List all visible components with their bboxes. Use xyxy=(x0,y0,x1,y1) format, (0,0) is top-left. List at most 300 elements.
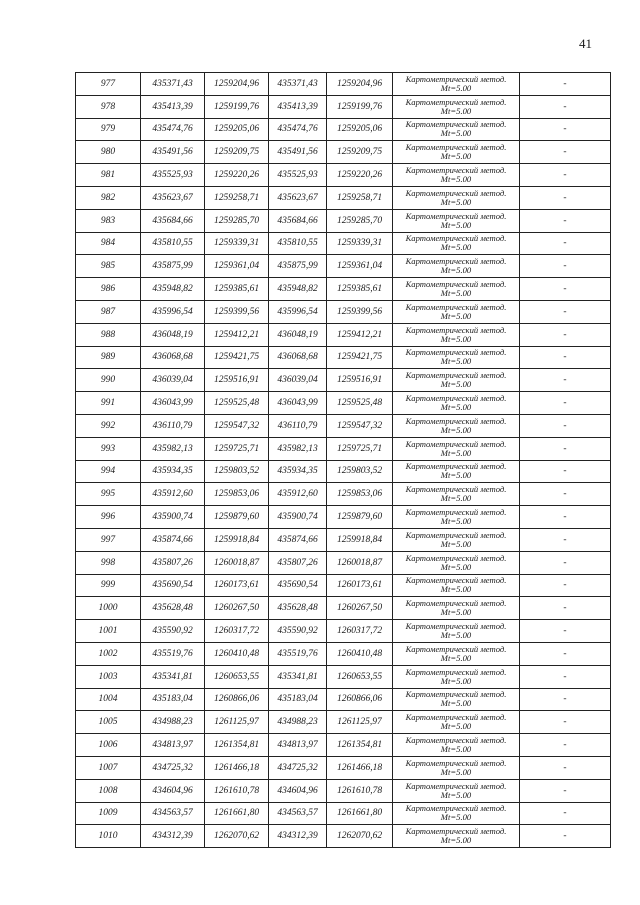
table-row xyxy=(76,300,611,323)
table-row xyxy=(76,346,611,369)
table-row xyxy=(76,825,611,848)
point-number-cell: 1007 xyxy=(76,756,141,779)
x-coordinate-cell: 435912,60 xyxy=(141,483,205,506)
point-number-cell: 991 xyxy=(76,392,141,415)
method-text: Картометрический метод. xyxy=(405,210,507,221)
method-cell xyxy=(393,802,520,825)
note-cell: - xyxy=(520,642,611,665)
method-cell xyxy=(393,437,520,460)
x-coordinate-repeat-cell: 436048,19 xyxy=(269,323,327,346)
accuracy-text: Mt=5.00 xyxy=(440,561,472,572)
method-text: Картометрический метод. xyxy=(405,529,507,540)
table-row xyxy=(76,369,611,392)
method-text: Картометрический метод. xyxy=(405,621,507,632)
x-coordinate-repeat-cell: 434813,97 xyxy=(269,734,327,757)
y-coordinate-cell: 1260653,55 xyxy=(205,665,269,688)
note-cell: - xyxy=(520,711,611,734)
y-coordinate-repeat-cell: 1259258,71 xyxy=(327,186,393,209)
table-row xyxy=(76,506,611,529)
method-text: Картометрический метод. xyxy=(405,165,507,176)
x-coordinate-cell: 435982,13 xyxy=(141,437,205,460)
x-coordinate-cell: 435934,35 xyxy=(141,460,205,483)
table-row xyxy=(76,597,611,620)
accuracy-text: Mt=5.00 xyxy=(440,288,472,299)
point-number-cell: 986 xyxy=(76,278,141,301)
point-number-cell: 1009 xyxy=(76,802,141,825)
note-cell: - xyxy=(520,620,611,643)
x-coordinate-cell: 436043,99 xyxy=(141,392,205,415)
method-text: Картометрический метод. xyxy=(405,484,507,495)
method-cell xyxy=(393,756,520,779)
x-coordinate-cell: 434312,39 xyxy=(141,825,205,848)
method-text: Картометрический метод. xyxy=(405,279,507,290)
method-cell xyxy=(393,186,520,209)
accuracy-text: Mt=5.00 xyxy=(440,105,472,116)
note-cell: - xyxy=(520,209,611,232)
x-coordinate-cell: 435519,76 xyxy=(141,642,205,665)
note-cell: - xyxy=(520,323,611,346)
x-coordinate-repeat-cell: 436043,99 xyxy=(269,392,327,415)
accuracy-text: Mt=5.00 xyxy=(440,607,472,618)
y-coordinate-repeat-cell: 1259803,52 xyxy=(327,460,393,483)
table-row xyxy=(76,551,611,574)
x-coordinate-repeat-cell: 435982,13 xyxy=(269,437,327,460)
note-cell: - xyxy=(520,346,611,369)
y-coordinate-repeat-cell: 1259879,60 xyxy=(327,506,393,529)
method-text: Картометрический метод. xyxy=(405,187,507,198)
accuracy-text: Mt=5.00 xyxy=(440,265,472,276)
y-coordinate-cell: 1260410,48 xyxy=(205,642,269,665)
x-coordinate-cell: 434813,97 xyxy=(141,734,205,757)
y-coordinate-repeat-cell: 1261466,18 xyxy=(327,756,393,779)
method-cell xyxy=(393,164,520,187)
method-cell xyxy=(393,597,520,620)
note-cell: - xyxy=(520,688,611,711)
x-coordinate-repeat-cell: 435875,99 xyxy=(269,255,327,278)
point-number-cell: 1000 xyxy=(76,597,141,620)
method-cell xyxy=(393,642,520,665)
y-coordinate-repeat-cell: 1259199,76 xyxy=(327,95,393,118)
point-number-cell: 990 xyxy=(76,369,141,392)
x-coordinate-cell: 435900,74 xyxy=(141,506,205,529)
y-coordinate-cell: 1261354,81 xyxy=(205,734,269,757)
method-text: Картометрический метод. xyxy=(405,142,507,153)
method-text: Картометрический метод. xyxy=(405,735,507,745)
y-coordinate-repeat-cell: 1261610,78 xyxy=(327,779,393,802)
method-cell xyxy=(393,528,520,551)
method-cell xyxy=(393,620,520,643)
table-row xyxy=(76,688,611,711)
coordinates-table xyxy=(75,72,611,848)
table-row xyxy=(76,141,611,164)
method-text: Картометрический метод. xyxy=(405,757,507,768)
x-coordinate-repeat-cell: 435900,74 xyxy=(269,506,327,529)
accuracy-text: Mt=5.00 xyxy=(440,812,472,823)
note-cell: - xyxy=(520,164,611,187)
accuracy-text: Mt=5.00 xyxy=(440,219,472,230)
method-cell xyxy=(393,118,520,141)
method-text: Картометрический метод. xyxy=(405,301,507,312)
x-coordinate-repeat-cell: 435341,81 xyxy=(269,665,327,688)
y-coordinate-repeat-cell: 1260866,06 xyxy=(327,688,393,711)
point-number-cell: 998 xyxy=(76,551,141,574)
table-row xyxy=(76,73,611,96)
x-coordinate-cell: 435690,54 xyxy=(141,574,205,597)
x-coordinate-repeat-cell: 435996,54 xyxy=(269,300,327,323)
y-coordinate-cell: 1259421,75 xyxy=(205,346,269,369)
method-text: Картометрический метод. xyxy=(405,347,507,358)
y-coordinate-cell: 1259525,48 xyxy=(205,392,269,415)
y-coordinate-cell: 1259220,26 xyxy=(205,164,269,187)
y-coordinate-cell: 1261610,78 xyxy=(205,779,269,802)
y-coordinate-cell: 1259258,71 xyxy=(205,186,269,209)
y-coordinate-cell: 1259339,31 xyxy=(205,232,269,255)
table-row xyxy=(76,734,611,757)
method-cell xyxy=(393,574,520,597)
method-cell xyxy=(393,483,520,506)
table-row xyxy=(76,642,611,665)
note-cell: - xyxy=(520,779,611,802)
table-row xyxy=(76,323,611,346)
note-cell: - xyxy=(520,437,611,460)
y-coordinate-repeat-cell: 1260410,48 xyxy=(327,642,393,665)
method-cell xyxy=(393,369,520,392)
y-coordinate-repeat-cell: 1259725,71 xyxy=(327,437,393,460)
method-text: Картометрический метод. xyxy=(405,643,507,654)
method-cell xyxy=(393,688,520,711)
accuracy-text: Mt=5.00 xyxy=(440,333,472,344)
x-coordinate-repeat-cell: 435491,56 xyxy=(269,141,327,164)
accuracy-text: Mt=5.00 xyxy=(440,196,472,207)
x-coordinate-cell: 436048,19 xyxy=(141,323,205,346)
method-text: Картометрический метод. xyxy=(405,803,507,814)
x-coordinate-cell: 434725,32 xyxy=(141,756,205,779)
x-coordinate-repeat-cell: 434563,57 xyxy=(269,802,327,825)
table-row xyxy=(76,483,611,506)
accuracy-text: Mt=5.00 xyxy=(440,242,472,253)
y-coordinate-cell: 1262070,62 xyxy=(205,825,269,848)
y-coordinate-cell: 1259285,70 xyxy=(205,209,269,232)
table-row xyxy=(76,414,611,437)
y-coordinate-repeat-cell: 1259204,96 xyxy=(327,73,393,96)
accuracy-text: Mt=5.00 xyxy=(440,721,472,732)
table-row xyxy=(76,209,611,232)
note-cell: - xyxy=(520,460,611,483)
method-cell xyxy=(393,95,520,118)
x-coordinate-cell: 435628,48 xyxy=(141,597,205,620)
table-row xyxy=(76,186,611,209)
x-coordinate-repeat-cell: 434725,32 xyxy=(269,756,327,779)
method-text: Картометрический метод. xyxy=(405,666,507,677)
y-coordinate-repeat-cell: 1260317,72 xyxy=(327,620,393,643)
x-coordinate-cell: 435525,93 xyxy=(141,164,205,187)
x-coordinate-cell: 434604,96 xyxy=(141,779,205,802)
method-text: Картометрический метод. xyxy=(405,393,507,404)
y-coordinate-cell: 1259547,32 xyxy=(205,414,269,437)
x-coordinate-repeat-cell: 435690,54 xyxy=(269,574,327,597)
x-coordinate-repeat-cell: 435474,76 xyxy=(269,118,327,141)
table-row xyxy=(76,802,611,825)
y-coordinate-repeat-cell: 1259285,70 xyxy=(327,209,393,232)
x-coordinate-cell: 435474,76 xyxy=(141,118,205,141)
point-number-cell: 988 xyxy=(76,323,141,346)
accuracy-text: Mt=5.00 xyxy=(440,835,472,846)
method-cell xyxy=(393,323,520,346)
point-number-cell: 999 xyxy=(76,574,141,597)
method-cell xyxy=(393,665,520,688)
y-coordinate-cell: 1261661,80 xyxy=(205,802,269,825)
y-coordinate-repeat-cell: 1259421,75 xyxy=(327,346,393,369)
accuracy-text: Mt=5.00 xyxy=(440,82,472,93)
note-cell: - xyxy=(520,141,611,164)
x-coordinate-cell: 435874,66 xyxy=(141,528,205,551)
method-text: Картометрический метод. xyxy=(405,552,507,563)
x-coordinate-cell: 435810,55 xyxy=(141,232,205,255)
method-text: Картометрический метод. xyxy=(405,233,507,244)
y-coordinate-repeat-cell: 1260267,50 xyxy=(327,597,393,620)
note-cell: - xyxy=(520,665,611,688)
y-coordinate-repeat-cell: 1260018,87 xyxy=(327,551,393,574)
y-coordinate-cell: 1259361,04 xyxy=(205,255,269,278)
y-coordinate-repeat-cell: 1259220,26 xyxy=(327,164,393,187)
point-number-cell: 982 xyxy=(76,186,141,209)
x-coordinate-cell: 435996,54 xyxy=(141,300,205,323)
y-coordinate-cell: 1259803,52 xyxy=(205,460,269,483)
note-cell: - xyxy=(520,414,611,437)
table-row xyxy=(76,437,611,460)
method-cell xyxy=(393,825,520,848)
y-coordinate-cell: 1260018,87 xyxy=(205,551,269,574)
note-cell: - xyxy=(520,802,611,825)
x-coordinate-repeat-cell: 435590,92 xyxy=(269,620,327,643)
accuracy-text: Mt=5.00 xyxy=(440,789,472,800)
method-cell xyxy=(393,255,520,278)
note-cell: - xyxy=(520,95,611,118)
x-coordinate-cell: 435371,43 xyxy=(141,73,205,96)
x-coordinate-cell: 434988,23 xyxy=(141,711,205,734)
x-coordinate-cell: 435413,39 xyxy=(141,95,205,118)
accuracy-text: Mt=5.00 xyxy=(440,698,472,709)
point-number-cell: 1004 xyxy=(76,688,141,711)
x-coordinate-repeat-cell: 435684,66 xyxy=(269,209,327,232)
table-row xyxy=(76,95,611,118)
x-coordinate-cell: 435948,82 xyxy=(141,278,205,301)
method-cell xyxy=(393,734,520,757)
accuracy-text: Mt=5.00 xyxy=(440,151,472,162)
point-number-cell: 980 xyxy=(76,141,141,164)
point-number-cell: 989 xyxy=(76,346,141,369)
page-number: 41 xyxy=(579,36,592,51)
y-coordinate-cell: 1261466,18 xyxy=(205,756,269,779)
accuracy-text: Mt=5.00 xyxy=(440,470,472,481)
y-coordinate-repeat-cell: 1259205,06 xyxy=(327,118,393,141)
accuracy-text: Mt=5.00 xyxy=(440,584,472,595)
note-cell: - xyxy=(520,597,611,620)
x-coordinate-repeat-cell: 434604,96 xyxy=(269,779,327,802)
x-coordinate-cell: 436039,04 xyxy=(141,369,205,392)
point-number-cell: 984 xyxy=(76,232,141,255)
method-cell xyxy=(393,506,520,529)
x-coordinate-repeat-cell: 435371,43 xyxy=(269,73,327,96)
accuracy-text: Mt=5.00 xyxy=(440,447,472,458)
method-text: Картометрический метод. xyxy=(405,324,507,335)
table-row xyxy=(76,232,611,255)
point-number-cell: 997 xyxy=(76,528,141,551)
table-row xyxy=(76,255,611,278)
y-coordinate-cell: 1259918,84 xyxy=(205,528,269,551)
point-number-cell: 978 xyxy=(76,95,141,118)
x-coordinate-cell: 435684,66 xyxy=(141,209,205,232)
point-number-cell: 1008 xyxy=(76,779,141,802)
table-row xyxy=(76,620,611,643)
accuracy-text: Mt=5.00 xyxy=(440,538,472,549)
method-text: Картометрический метод. xyxy=(405,598,507,609)
method-cell xyxy=(393,141,520,164)
x-coordinate-repeat-cell: 434312,39 xyxy=(269,825,327,848)
y-coordinate-cell: 1259199,76 xyxy=(205,95,269,118)
method-cell xyxy=(393,551,520,574)
x-coordinate-repeat-cell: 435525,93 xyxy=(269,164,327,187)
accuracy-text: Mt=5.00 xyxy=(440,766,472,777)
x-coordinate-cell: 436110,79 xyxy=(141,414,205,437)
method-text: Картометрический метод. xyxy=(405,712,507,723)
x-coordinate-cell: 435623,67 xyxy=(141,186,205,209)
x-coordinate-repeat-cell: 435934,35 xyxy=(269,460,327,483)
note-cell: - xyxy=(520,483,611,506)
accuracy-text: Mt=5.00 xyxy=(440,675,472,686)
point-number-cell: 1003 xyxy=(76,665,141,688)
note-cell: - xyxy=(520,756,611,779)
x-coordinate-cell: 436068,68 xyxy=(141,346,205,369)
x-coordinate-repeat-cell: 435912,60 xyxy=(269,483,327,506)
y-coordinate-repeat-cell: 1259399,56 xyxy=(327,300,393,323)
accuracy-text: Mt=5.00 xyxy=(440,402,472,413)
method-cell xyxy=(393,346,520,369)
y-coordinate-repeat-cell: 1261354,81 xyxy=(327,734,393,757)
point-number-cell: 987 xyxy=(76,300,141,323)
note-cell: - xyxy=(520,551,611,574)
y-coordinate-repeat-cell: 1259339,31 xyxy=(327,232,393,255)
note-cell: - xyxy=(520,255,611,278)
y-coordinate-cell: 1259204,96 xyxy=(205,73,269,96)
table-row xyxy=(76,574,611,597)
y-coordinate-cell: 1260173,61 xyxy=(205,574,269,597)
accuracy-text: Mt=5.00 xyxy=(440,744,472,754)
y-coordinate-repeat-cell: 1259516,91 xyxy=(327,369,393,392)
x-coordinate-repeat-cell: 435413,39 xyxy=(269,95,327,118)
method-cell xyxy=(393,209,520,232)
method-text: Картометрический метод. xyxy=(405,507,507,518)
note-cell: - xyxy=(520,300,611,323)
y-coordinate-repeat-cell: 1262070,62 xyxy=(327,825,393,848)
point-number-cell: 983 xyxy=(76,209,141,232)
x-coordinate-cell: 434563,57 xyxy=(141,802,205,825)
y-coordinate-repeat-cell: 1261661,80 xyxy=(327,802,393,825)
point-number-cell: 977 xyxy=(76,73,141,96)
x-coordinate-repeat-cell: 435519,76 xyxy=(269,642,327,665)
x-coordinate-cell: 435875,99 xyxy=(141,255,205,278)
point-number-cell: 994 xyxy=(76,460,141,483)
y-coordinate-repeat-cell: 1260653,55 xyxy=(327,665,393,688)
point-number-cell: 993 xyxy=(76,437,141,460)
note-cell: - xyxy=(520,528,611,551)
table-row xyxy=(76,118,611,141)
x-coordinate-cell: 435183,04 xyxy=(141,688,205,711)
x-coordinate-cell: 435590,92 xyxy=(141,620,205,643)
method-cell xyxy=(393,300,520,323)
accuracy-text: Mt=5.00 xyxy=(440,379,472,390)
y-coordinate-repeat-cell: 1259361,04 xyxy=(327,255,393,278)
point-number-cell: 985 xyxy=(76,255,141,278)
point-number-cell: 1002 xyxy=(76,642,141,665)
y-coordinate-cell: 1260866,06 xyxy=(205,688,269,711)
method-cell xyxy=(393,232,520,255)
note-cell: - xyxy=(520,232,611,255)
y-coordinate-repeat-cell: 1259209,75 xyxy=(327,141,393,164)
note-cell: - xyxy=(520,825,611,848)
method-cell xyxy=(393,414,520,437)
accuracy-text: Mt=5.00 xyxy=(440,652,472,663)
x-coordinate-repeat-cell: 434988,23 xyxy=(269,711,327,734)
method-cell xyxy=(393,460,520,483)
x-coordinate-repeat-cell: 435628,48 xyxy=(269,597,327,620)
point-number-cell: 981 xyxy=(76,164,141,187)
x-coordinate-repeat-cell: 435807,26 xyxy=(269,551,327,574)
y-coordinate-repeat-cell: 1261125,97 xyxy=(327,711,393,734)
y-coordinate-cell: 1259412,21 xyxy=(205,323,269,346)
point-number-cell: 979 xyxy=(76,118,141,141)
x-coordinate-repeat-cell: 435810,55 xyxy=(269,232,327,255)
note-cell: - xyxy=(520,574,611,597)
method-cell xyxy=(393,73,520,96)
point-number-cell: 1001 xyxy=(76,620,141,643)
accuracy-text: Mt=5.00 xyxy=(440,174,472,185)
y-coordinate-repeat-cell: 1259385,61 xyxy=(327,278,393,301)
y-coordinate-repeat-cell: 1259525,48 xyxy=(327,392,393,415)
note-cell: - xyxy=(520,278,611,301)
point-number-cell: 1010 xyxy=(76,825,141,848)
point-number-cell: 1005 xyxy=(76,711,141,734)
method-text: Картометрический метод. xyxy=(405,415,507,426)
table-row xyxy=(76,164,611,187)
x-coordinate-repeat-cell: 436068,68 xyxy=(269,346,327,369)
method-text: Картометрический метод. xyxy=(405,96,507,107)
accuracy-text: Mt=5.00 xyxy=(440,630,472,641)
method-text: Картометрический метод. xyxy=(405,780,507,791)
y-coordinate-repeat-cell: 1259853,06 xyxy=(327,483,393,506)
x-coordinate-repeat-cell: 435874,66 xyxy=(269,528,327,551)
x-coordinate-repeat-cell: 436039,04 xyxy=(269,369,327,392)
table-row xyxy=(76,392,611,415)
table-row xyxy=(76,665,611,688)
note-cell: - xyxy=(520,392,611,415)
method-text: Картометрический метод. xyxy=(405,370,507,381)
y-coordinate-cell: 1260317,72 xyxy=(205,620,269,643)
note-cell: - xyxy=(520,186,611,209)
accuracy-text: Mt=5.00 xyxy=(440,424,472,435)
y-coordinate-repeat-cell: 1259918,84 xyxy=(327,528,393,551)
method-text: Картометрический метод. xyxy=(405,461,507,472)
note-cell: - xyxy=(520,73,611,96)
method-text: Картометрический метод. xyxy=(405,826,507,837)
accuracy-text: Mt=5.00 xyxy=(440,516,472,527)
point-number-cell: 992 xyxy=(76,414,141,437)
point-number-cell: 996 xyxy=(76,506,141,529)
x-coordinate-repeat-cell: 435948,82 xyxy=(269,278,327,301)
table-row xyxy=(76,779,611,802)
y-coordinate-repeat-cell: 1259547,32 xyxy=(327,414,393,437)
method-cell xyxy=(393,278,520,301)
